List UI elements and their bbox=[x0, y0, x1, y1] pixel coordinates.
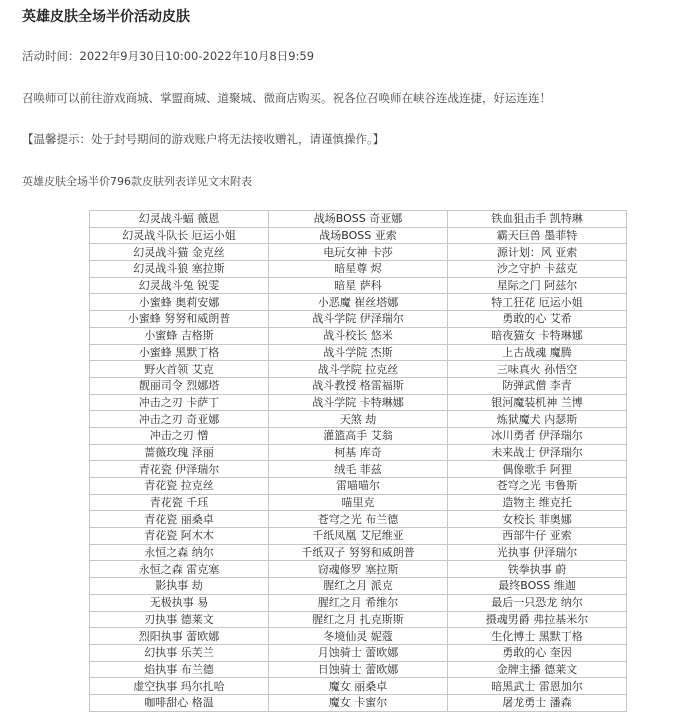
table-cell: 银河魔装机神 兰博 bbox=[448, 394, 627, 411]
table-cell: 屠龙勇士 潘森 bbox=[448, 694, 627, 711]
table-cell: 幻灵战斗蝠 薇恩 bbox=[90, 211, 269, 228]
table-cell: 刃执事 德莱文 bbox=[90, 611, 269, 628]
table-cell: 灌篮高手 艾翁 bbox=[269, 427, 448, 444]
table-cell: 战斗教授 格雷福斯 bbox=[269, 377, 448, 394]
table-cell: 暗夜猫女 卡特琳娜 bbox=[448, 327, 627, 344]
table-row bbox=[90, 644, 627, 661]
table-cell: 腥红之月 派克 bbox=[269, 578, 448, 595]
table-row bbox=[90, 261, 627, 278]
table-cell: 战斗学院 杰斯 bbox=[269, 344, 448, 361]
table-cell: 冲击之刃 卡萨丁 bbox=[90, 394, 269, 411]
table-cell: 小恶魔 崔丝塔娜 bbox=[269, 294, 448, 311]
table-cell: 绒毛 菲兹 bbox=[269, 461, 448, 478]
table-cell: 幻灵战斗狼 塞拉斯 bbox=[90, 261, 269, 278]
table-cell: 柯基 库奇 bbox=[269, 444, 448, 461]
table-row bbox=[90, 694, 627, 711]
table-cell: 炼狱魔犬 内瑟斯 bbox=[448, 411, 627, 428]
table-cell: 烈阳执事 蕾欧娜 bbox=[90, 628, 269, 645]
table-cell: 千纸双子 努努和威朗普 bbox=[269, 544, 448, 561]
table-cell: 腥红之月 希维尔 bbox=[269, 594, 448, 611]
table-cell: 焰执事 布兰德 bbox=[90, 661, 269, 678]
table-cell: 电玩女神 卡莎 bbox=[269, 244, 448, 261]
table-cell: 冬境仙灵 妮蔻 bbox=[269, 628, 448, 645]
table-cell: 战场BOSS 亚索 bbox=[269, 227, 448, 244]
table-cell: 永恒之森 纳尔 bbox=[90, 544, 269, 561]
table-row bbox=[90, 528, 627, 545]
skins-table-body bbox=[90, 211, 627, 712]
table-row bbox=[90, 444, 627, 461]
table-row bbox=[90, 211, 627, 228]
table-cell: 西部牛仔 亚索 bbox=[448, 528, 627, 545]
table-cell: 冰川勇者 伊泽瑞尔 bbox=[448, 427, 627, 444]
table-row bbox=[90, 461, 627, 478]
table-cell: 靓丽司令 烈娜塔 bbox=[90, 377, 269, 394]
table-cell: 青花瓷 伊泽瑞尔 bbox=[90, 461, 269, 478]
table-row bbox=[90, 478, 627, 495]
table-row bbox=[90, 628, 627, 645]
table-cell: 蔷薇玫瑰 泽丽 bbox=[90, 444, 269, 461]
table-row bbox=[90, 244, 627, 261]
event-time: 活动时间：2022年9月30日10:00-2022年10月8日9:59 bbox=[22, 49, 315, 63]
table-cell: 青花瓷 阿木木 bbox=[90, 528, 269, 545]
table-cell: 天煞 劫 bbox=[269, 411, 448, 428]
table-row bbox=[90, 277, 627, 294]
table-cell: 源计划：风 亚索 bbox=[448, 244, 627, 261]
table-cell: 幻执事 乐芙兰 bbox=[90, 644, 269, 661]
table-cell: 小蜜蜂 奥莉安娜 bbox=[90, 294, 269, 311]
table-row bbox=[90, 511, 627, 528]
table-cell: 防弹武僧 李青 bbox=[448, 377, 627, 394]
table-cell: 铁血狙击手 凯特琳 bbox=[448, 211, 627, 228]
table-cell: 沙之守护 卡兹克 bbox=[448, 261, 627, 278]
table-cell: 三味真火 孙悟空 bbox=[448, 361, 627, 378]
table-cell: 魔女 丽桑卓 bbox=[269, 678, 448, 695]
table-cell: 永恒之森 雷克塞 bbox=[90, 561, 269, 578]
table-cell: 偶像歌手 阿狸 bbox=[448, 461, 627, 478]
table-row bbox=[90, 611, 627, 628]
table-cell: 千纸凤凰 艾尼维亚 bbox=[269, 528, 448, 545]
table-cell: 冲击之刃 憎 bbox=[90, 427, 269, 444]
table-cell: 生化博士 黑默丁格 bbox=[448, 628, 627, 645]
table-row bbox=[90, 678, 627, 695]
table-row bbox=[90, 327, 627, 344]
table-cell: 小蜜蜂 黑默丁格 bbox=[90, 344, 269, 361]
table-row bbox=[90, 394, 627, 411]
table-cell: 勇敢的心 奎因 bbox=[448, 644, 627, 661]
table-cell: 星际之门 阿兹尔 bbox=[448, 277, 627, 294]
table-cell: 战斗学院 伊泽瑞尔 bbox=[269, 311, 448, 328]
table-cell: 金牌主播 德莱文 bbox=[448, 661, 627, 678]
table-row bbox=[90, 411, 627, 428]
table-cell: 苍穹之光 布兰德 bbox=[269, 511, 448, 528]
table-cell: 窃魂修罗 塞拉斯 bbox=[269, 561, 448, 578]
table-row bbox=[90, 544, 627, 561]
table-row bbox=[90, 361, 627, 378]
table-row bbox=[90, 227, 627, 244]
table-row bbox=[90, 294, 627, 311]
table-cell: 暗黑武士 雷恩加尔 bbox=[448, 678, 627, 695]
intro-text: 召唤师可以前往游戏商城、掌盟商城、道聚城、微商店购买。祝各位召唤师在峡谷连战连捷，好运连连！ bbox=[22, 91, 551, 105]
table-cell: 勇敢的心 艾希 bbox=[448, 311, 627, 328]
table-cell: 虚空执事 玛尔扎哈 bbox=[90, 678, 269, 695]
table-row bbox=[90, 494, 627, 511]
table-cell: 暗星尊 烬 bbox=[269, 261, 448, 278]
table-row bbox=[90, 377, 627, 394]
table-caption: 英雄皮肤全场半价796款皮肤列表详见文末附表 bbox=[22, 175, 252, 188]
table-row bbox=[90, 311, 627, 328]
table-cell: 战斗校长 悠米 bbox=[269, 327, 448, 344]
table-cell: 造物主 维克托 bbox=[448, 494, 627, 511]
notice-text: 【温馨提示：处于封号期间的游戏账户将无法接收赠礼，请谨慎操作。】 bbox=[22, 132, 385, 146]
skins-table bbox=[89, 210, 627, 712]
table-row bbox=[90, 578, 627, 595]
table-cell: 战斗学院 拉克丝 bbox=[269, 361, 448, 378]
table-cell: 暗星 萨科 bbox=[269, 277, 448, 294]
table-row bbox=[90, 594, 627, 611]
table-cell: 月蚀骑士 蕾欧娜 bbox=[269, 644, 448, 661]
table-cell: 无极执事 易 bbox=[90, 594, 269, 611]
table-cell: 日蚀骑士 蕾欧娜 bbox=[269, 661, 448, 678]
page-title: 英雄皮肤全场半价活动皮肤 bbox=[22, 9, 190, 25]
table-cell: 最终BOSS 维迦 bbox=[448, 578, 627, 595]
table-cell: 苍穹之光 韦鲁斯 bbox=[448, 478, 627, 495]
table-cell: 腥红之月 扎克斯斯 bbox=[269, 611, 448, 628]
table-cell: 青花瓷 千珏 bbox=[90, 494, 269, 511]
table-cell: 幻灵战斗猫 金克丝 bbox=[90, 244, 269, 261]
table-cell: 幻灵战斗兔 锐雯 bbox=[90, 277, 269, 294]
table-cell: 特工狂花 厄运小姐 bbox=[448, 294, 627, 311]
table-cell: 上古战魂 魔腾 bbox=[448, 344, 627, 361]
table-cell: 幻灵战斗队长 厄运小姐 bbox=[90, 227, 269, 244]
table-cell: 冲击之刃 奇亚娜 bbox=[90, 411, 269, 428]
table-cell: 战场BOSS 奇亚娜 bbox=[269, 211, 448, 228]
table-cell: 咖啡甜心 格温 bbox=[90, 694, 269, 711]
table-cell: 女校长 菲奥娜 bbox=[448, 511, 627, 528]
table-row bbox=[90, 661, 627, 678]
table-cell: 喵里克 bbox=[269, 494, 448, 511]
table-cell: 最后一只恐龙 纳尔 bbox=[448, 594, 627, 611]
table-cell: 光执事 伊泽瑞尔 bbox=[448, 544, 627, 561]
table-cell: 铁拳执事 蔚 bbox=[448, 561, 627, 578]
table-row bbox=[90, 561, 627, 578]
table-cell: 魔女 卡蜜尔 bbox=[269, 694, 448, 711]
table-cell: 青花瓷 丽桑卓 bbox=[90, 511, 269, 528]
table-cell: 霸天巨兽 墨菲特 bbox=[448, 227, 627, 244]
table-cell: 小蜜蜂 吉格斯 bbox=[90, 327, 269, 344]
table-row bbox=[90, 427, 627, 444]
table-cell: 摄魂男爵 弗拉基米尔 bbox=[448, 611, 627, 628]
table-cell: 战斗学院 卡特琳娜 bbox=[269, 394, 448, 411]
table-cell: 青花瓷 拉克丝 bbox=[90, 478, 269, 495]
table-cell: 影执事 劫 bbox=[90, 578, 269, 595]
table-cell: 未来战士 伊泽瑞尔 bbox=[448, 444, 627, 461]
table-row bbox=[90, 344, 627, 361]
table-cell: 雷喵喵尔 bbox=[269, 478, 448, 495]
table-cell: 小蜜蜂 努努和威朗普 bbox=[90, 311, 269, 328]
table-cell: 野火首领 艾克 bbox=[90, 361, 269, 378]
